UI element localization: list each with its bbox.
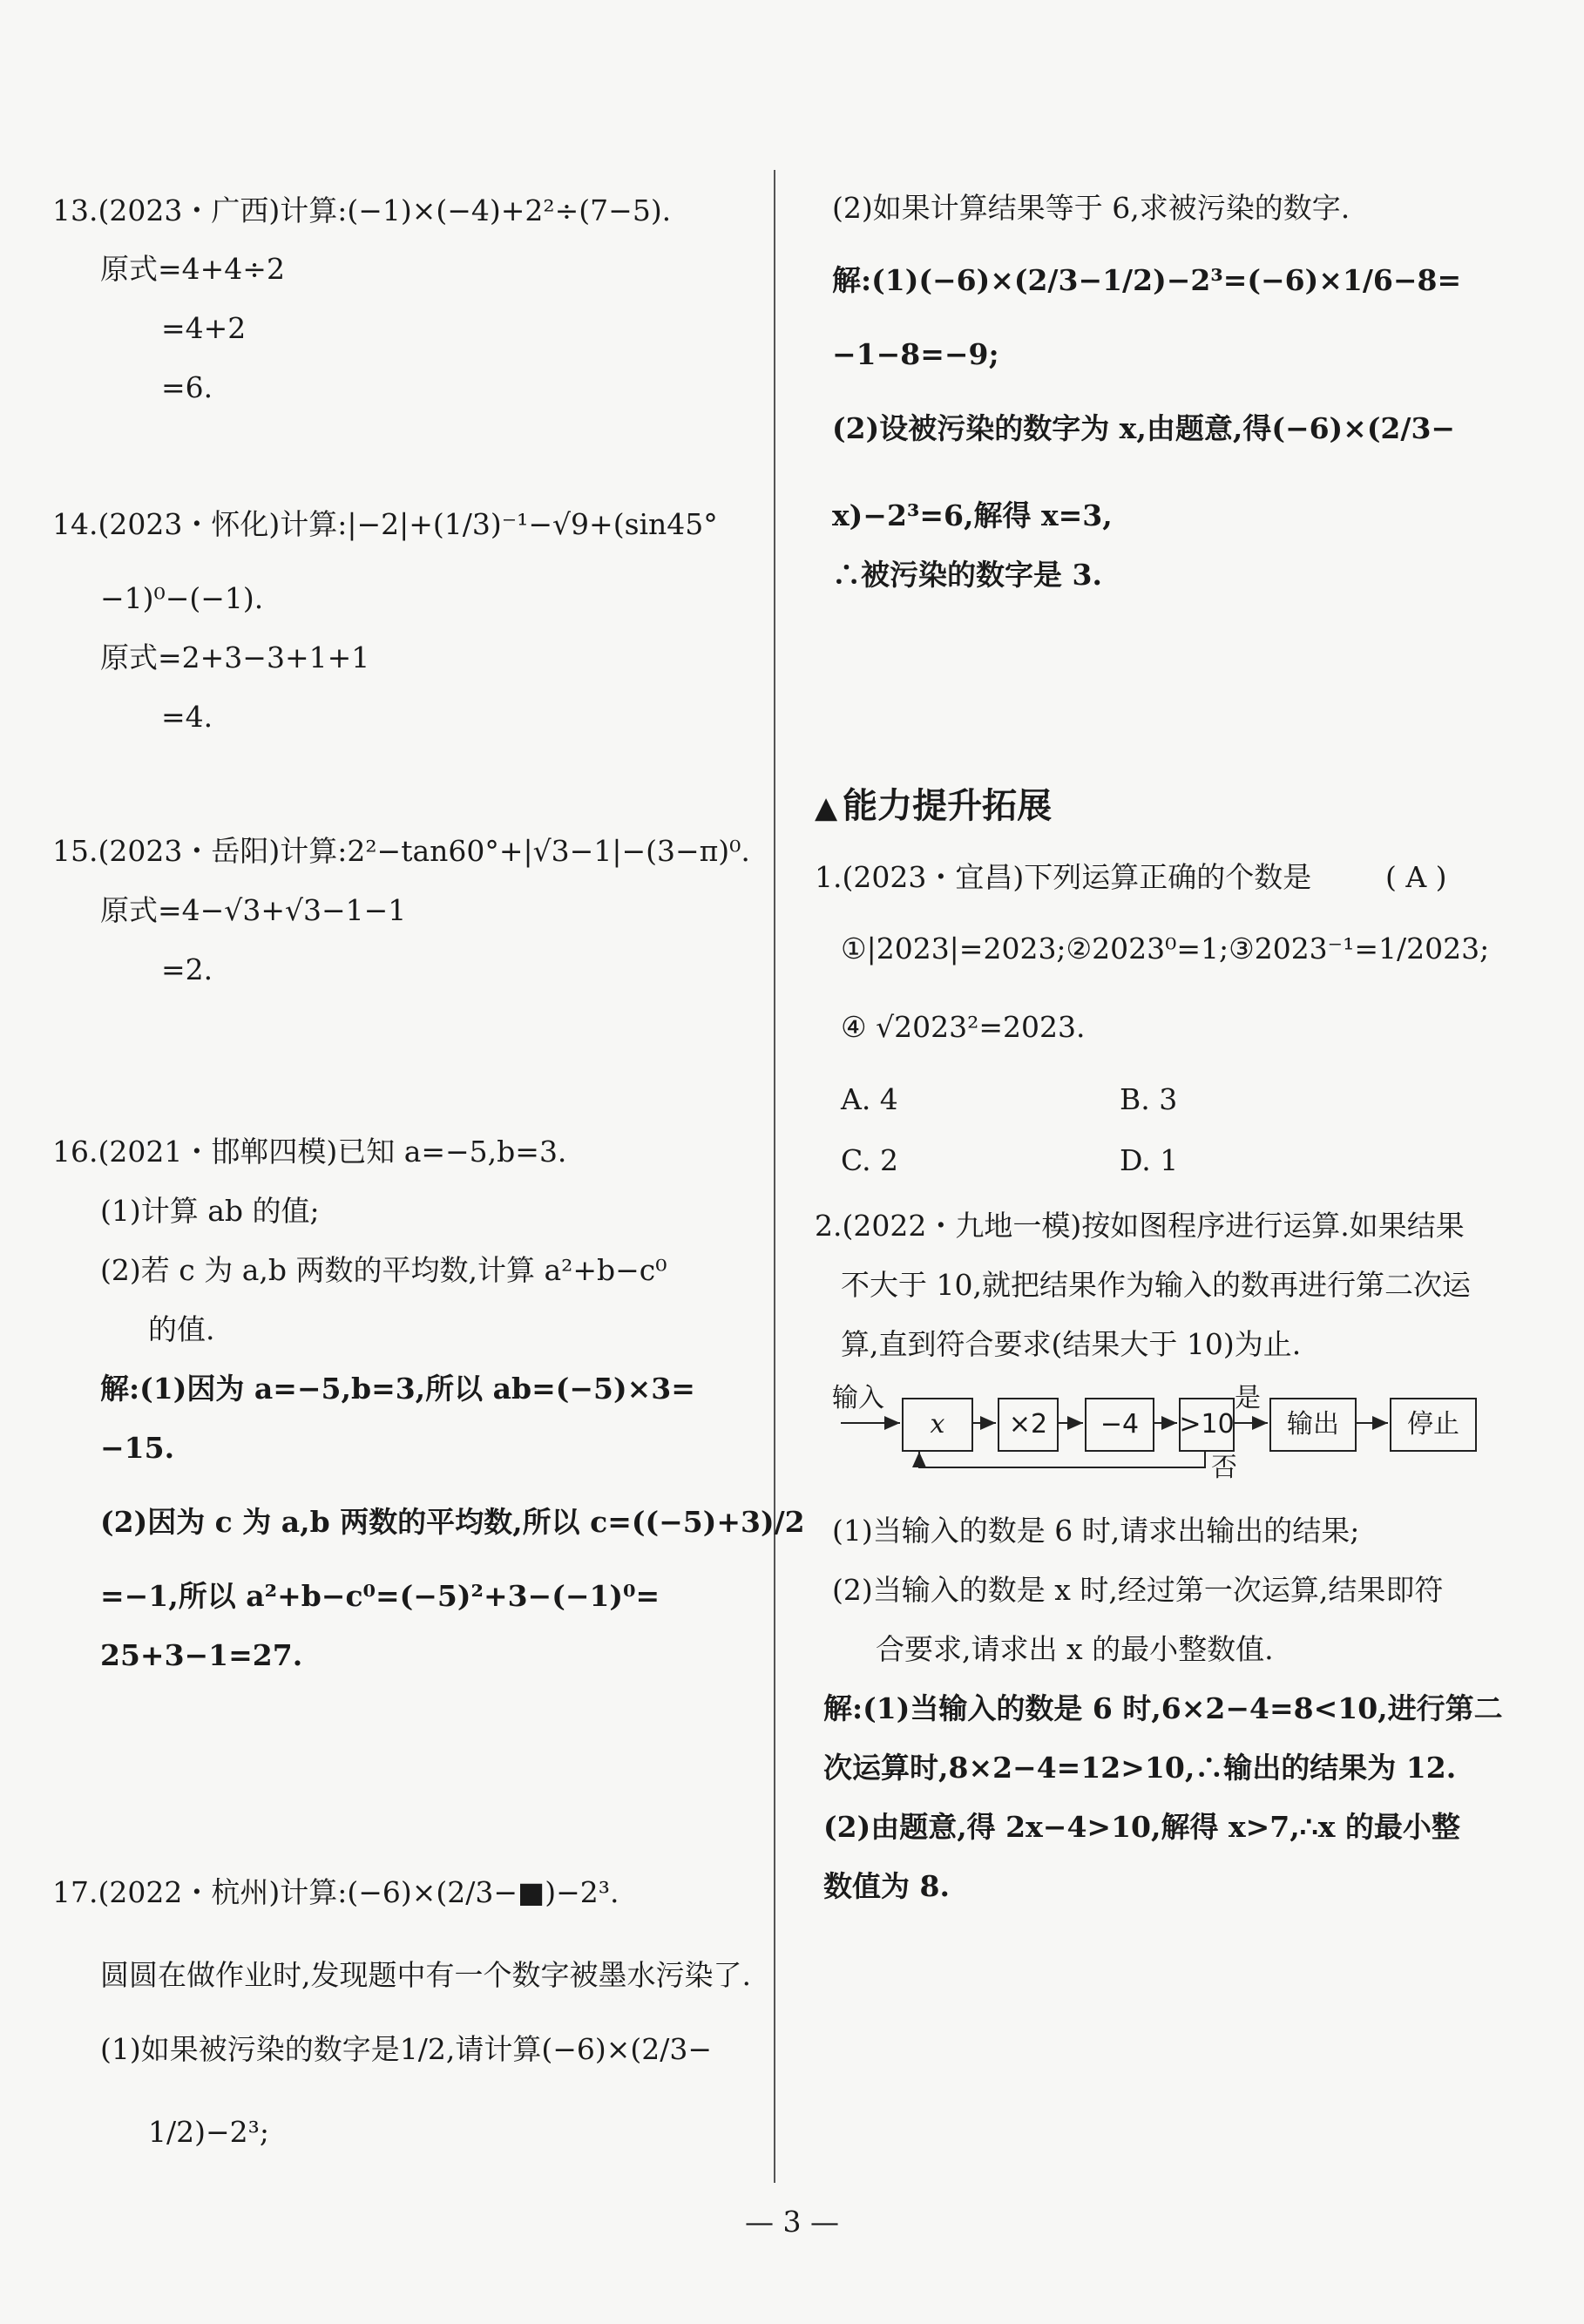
q17-solution: −1−8=−9; (832, 337, 999, 371)
q13-stem: 13.(2023・广西)计算:(−1)×(−4)+2²÷(7−5). (52, 193, 672, 227)
program-flowchart (815, 1383, 1503, 1492)
flow-yes-label: 是 (1235, 1383, 1261, 1413)
choice-d: D. 1 (1120, 1143, 1179, 1177)
q14-stem-cont: −1)⁰−(−1). (100, 581, 264, 615)
q16-sub2-cont: 的值. (148, 1312, 215, 1346)
q13-step: =6. (161, 370, 213, 404)
choice-a: A. 4 (841, 1082, 898, 1116)
p2-sub1: (1)当输入的数是 6 时,请求出输出的结果; (832, 1514, 1360, 1548)
q17-stem: 17.(2022・杭州)计算:(−6)×(2/3−■)−2³. (52, 1875, 619, 1909)
q13-step: 原式=4+4÷2 (100, 252, 285, 286)
q17-solution: x)−2³=6,解得 x=3, (832, 498, 1113, 532)
page-number: — 3 — (745, 2205, 839, 2239)
p2-solution: 数值为 8. (823, 1869, 950, 1903)
p2-solution: (2)由题意,得 2x−4>10,解得 x>7,∴x 的最小整 (823, 1810, 1460, 1844)
p2-solution: 解:(1)当输入的数是 6 时,6×2−4=8<10,进行第二 (823, 1691, 1503, 1725)
q16-solution: 解:(1)因为 a=−5,b=3,所以 ab=(−5)×3= (100, 1372, 695, 1406)
q16-solution: (2)因为 c 为 a,b 两数的平均数,所以 c=((−5)+3)/2 (100, 1505, 805, 1539)
q13-step: =4+2 (161, 311, 247, 345)
flow-box-output: 输出 (1269, 1398, 1357, 1452)
q17-sub1-cont: 1/2)−2³; (148, 2115, 269, 2149)
q14-step: 原式=2+3−3+1+1 (100, 640, 370, 674)
choice-c: C. 2 (841, 1143, 899, 1177)
p2-stem: 算,直到符合要求(结果大于 10)为止. (841, 1327, 1302, 1361)
q17-context: 圆圆在做作业时,发现题中有一个数字被墨水污染了. (100, 1958, 751, 1992)
p1-stem: 1.(2023・宜昌)下列运算正确的个数是 (815, 860, 1312, 894)
p1-answer: ( A ) (1385, 860, 1447, 894)
q16-sub1: (1)计算 ab 的值; (100, 1194, 320, 1228)
section-title (815, 786, 1053, 826)
flow-box-subtract: −4 (1085, 1398, 1154, 1452)
q15-step: =2. (161, 952, 213, 986)
p2-stem: 不大于 10,就把结果作为输入的数再进行第二次运 (841, 1268, 1471, 1302)
q14-step: =4. (161, 700, 213, 734)
column-divider (774, 170, 775, 2183)
q17-sub1: (1)如果被污染的数字是1/2,请计算(−6)×(2/3− (100, 2032, 713, 2066)
q15-step: 原式=4−√3+√3−1−1 (100, 893, 407, 927)
flow-box-stop: 停止 (1390, 1398, 1477, 1452)
flow-box-multiply: ×2 (998, 1398, 1059, 1452)
triangle-icon: ▲ (815, 790, 838, 825)
p2-stem: 2.(2022・九地一模)按如图程序进行运算.如果结果 (815, 1209, 1465, 1243)
q17-sub2: (2)如果计算结果等于 6,求被污染的数字. (832, 191, 1350, 225)
p1-items: ①|2023|=2023;②2023⁰=1;③2023⁻¹=1/2023; (841, 932, 1490, 966)
q16-solution: −15. (100, 1431, 175, 1465)
p2-sub2-cont: 合要求,请求出 x 的最小整数值. (876, 1632, 1274, 1666)
p1-items: ④ √2023²=2023. (841, 1010, 1086, 1044)
q17-solution: 解:(1)(−6)×(2/3−1/2)−2³=(−6)×1/6−8= (832, 263, 1462, 297)
q16-stem: 16.(2021・邯郸四模)已知 a=−5,b=3. (52, 1135, 567, 1169)
q15-stem: 15.(2023・岳阳)计算:2²−tan60°+|√3−1|−(3−π)⁰. (52, 834, 750, 868)
flow-box-compare: >10 (1179, 1398, 1235, 1452)
q16-solution: 25+3−1=27. (100, 1638, 303, 1672)
q16-solution: =−1,所以 a²+b−c⁰=(−5)²+3−(−1)⁰= (100, 1579, 660, 1613)
q16-sub2: (2)若 c 为 a,b 两数的平均数,计算 a²+b−c⁰ (100, 1253, 667, 1287)
q14-stem: 14.(2023・怀化)计算:|−2|+(1/3)⁻¹−√9+(sin45° (52, 507, 718, 541)
q17-solution: ∴被污染的数字是 3. (832, 558, 1102, 592)
flow-box-x: x (902, 1398, 973, 1452)
p2-sub2: (2)当输入的数是 x 时,经过第一次运算,结果即符 (832, 1573, 1444, 1607)
choice-b: B. 3 (1120, 1082, 1178, 1116)
flow-no-label: 否 (1211, 1453, 1237, 1483)
section-title-text: 能力提升拓展 (843, 786, 1053, 826)
flow-input-label: 输入 (832, 1383, 884, 1413)
q17-solution: (2)设被污染的数字为 x,由题意,得(−6)×(2/3− (832, 411, 1456, 445)
p2-solution: 次运算时,8×2−4=12>10,∴输出的结果为 12. (823, 1751, 1457, 1785)
